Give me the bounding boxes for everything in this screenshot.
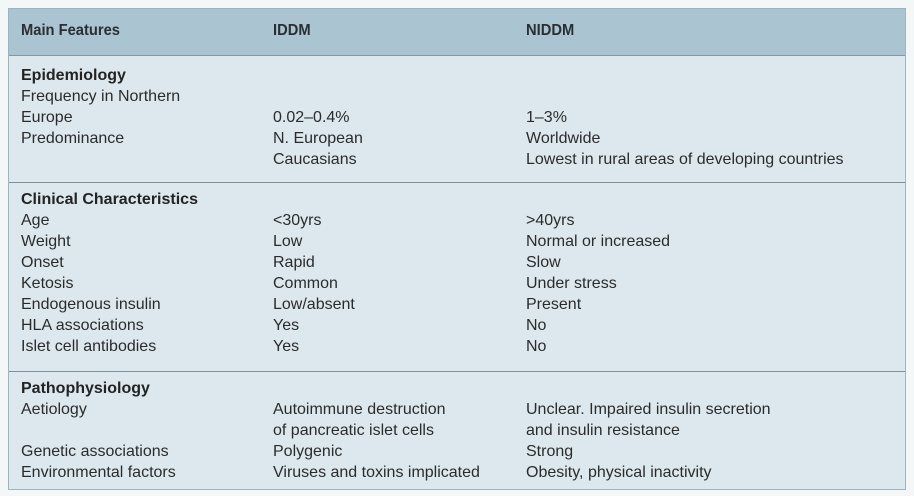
row-iddm: of pancreatic islet cells bbox=[273, 422, 434, 439]
header-iddm: IDDM bbox=[273, 22, 311, 39]
table-row bbox=[9, 462, 905, 483]
row-iddm: Low bbox=[273, 233, 303, 250]
section-title: Epidemiology bbox=[21, 67, 126, 84]
table-row bbox=[9, 107, 905, 128]
row-niddm: Unclear. Impaired insulin secretion bbox=[526, 401, 771, 418]
table-row bbox=[9, 294, 905, 315]
row-feature: Predominance bbox=[21, 130, 125, 147]
row-iddm: Rapid bbox=[273, 254, 315, 271]
row-iddm: Yes bbox=[273, 338, 300, 355]
table-row bbox=[9, 252, 905, 273]
comparison-table bbox=[8, 8, 906, 490]
row-feature: Europe bbox=[21, 109, 73, 126]
section-epidemiology bbox=[9, 63, 905, 173]
row-niddm: No bbox=[526, 338, 547, 355]
row-niddm: >40yrs bbox=[526, 212, 575, 229]
row-niddm: Lowest in rural areas of developing countries bbox=[526, 151, 844, 168]
section-title: Pathophysiology bbox=[21, 380, 150, 397]
table-row bbox=[9, 86, 905, 107]
row-feature: Onset bbox=[21, 254, 64, 271]
row-niddm: Under stress bbox=[526, 275, 617, 292]
table-row bbox=[9, 399, 905, 420]
row-iddm: Low/absent bbox=[273, 296, 355, 313]
row-iddm: Autoimmune destruction bbox=[273, 401, 446, 418]
row-niddm: No bbox=[526, 317, 547, 334]
row-iddm: Common bbox=[273, 275, 338, 292]
table-row bbox=[9, 273, 905, 294]
row-niddm: Present bbox=[526, 296, 582, 313]
row-niddm: Obesity, physical inactivity bbox=[526, 464, 712, 481]
row-feature: Environmental factors bbox=[21, 464, 176, 481]
row-niddm: 1–3% bbox=[526, 109, 567, 126]
row-feature: Frequency in Northern bbox=[21, 88, 181, 105]
row-feature: Endogenous insulin bbox=[21, 296, 161, 313]
header-main-features: Main Features bbox=[21, 22, 120, 39]
row-iddm: <30yrs bbox=[273, 212, 322, 229]
row-niddm: and insulin resistance bbox=[526, 422, 680, 439]
row-iddm: 0.02–0.4% bbox=[273, 109, 350, 126]
row-iddm: Polygenic bbox=[273, 443, 343, 460]
table-row bbox=[9, 231, 905, 252]
row-feature: Islet cell antibodies bbox=[21, 338, 157, 355]
header-niddm: NIDDM bbox=[526, 22, 575, 39]
row-niddm: Worldwide bbox=[526, 130, 601, 147]
row-iddm: Yes bbox=[273, 317, 300, 334]
table-row bbox=[9, 128, 905, 149]
row-iddm: Caucasians bbox=[273, 151, 357, 168]
row-feature: Age bbox=[21, 212, 50, 229]
table-row bbox=[9, 420, 905, 441]
table-row bbox=[9, 149, 905, 170]
table-header bbox=[9, 9, 905, 56]
row-feature: HLA associations bbox=[21, 317, 144, 334]
row-feature: Weight bbox=[21, 233, 71, 250]
section-clinical-characteristics bbox=[9, 182, 905, 375]
row-feature: Ketosis bbox=[21, 275, 74, 292]
row-feature: Genetic associations bbox=[21, 443, 169, 460]
table-row bbox=[9, 210, 905, 231]
row-niddm: Normal or increased bbox=[526, 233, 671, 250]
table-row bbox=[9, 441, 905, 462]
row-niddm: Slow bbox=[526, 254, 561, 271]
section-pathophysiology bbox=[9, 371, 905, 490]
table-row bbox=[9, 315, 905, 336]
row-niddm: Strong bbox=[526, 443, 574, 460]
section-title: Clinical Characteristics bbox=[21, 191, 198, 208]
row-iddm: Viruses and toxins implicated bbox=[273, 464, 480, 481]
table-row bbox=[9, 336, 905, 357]
row-iddm: N. European bbox=[273, 130, 363, 147]
row-feature: Aetiology bbox=[21, 401, 87, 418]
